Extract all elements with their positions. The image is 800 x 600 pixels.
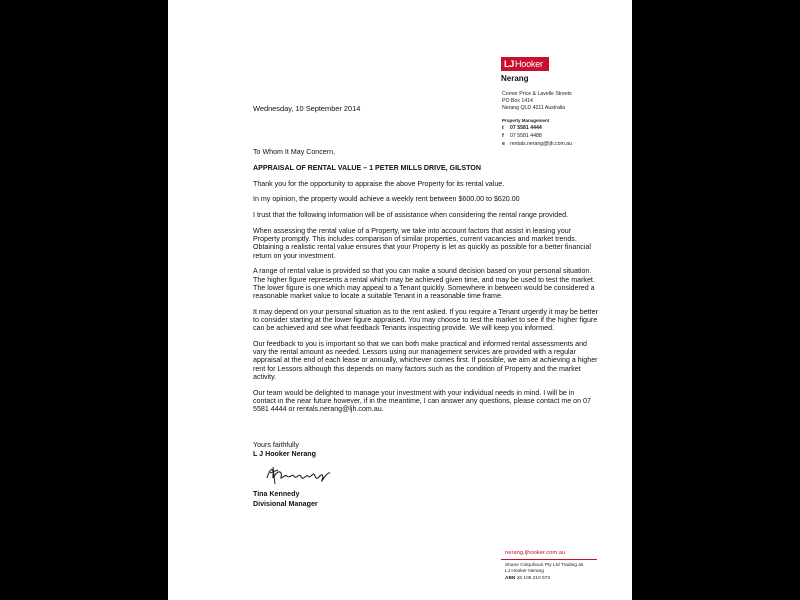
paragraph: A range of rental value is provided so that you can make a sound decision based on your personal situation. The higher figure represents a rental which may be achieved given time, and may be used to test the market. The lower figure is one which may appeal to a Tenant quickly. Somewhere in between would be considered a reasonable market value to locate a suitable Tenant in a reasonable time frame.: [253, 267, 595, 300]
paragraph: It may depend on your personal situation as to the rent asked. If you require a Tenant urgently it may be better to consider starting at the lower figure appraised. You may choose to test the market to see if the higher figure can be achieved and see what feedback Tenants inspecting provide. We will keep you informed.: [253, 307, 598, 333]
fax-value: 07 5581 4488: [510, 133, 542, 139]
footer-website[interactable]: nerang.ljhooker.com.au: [505, 550, 566, 556]
paragraph: Our feedback to you is important so that we can both make practical and informed rental assessments and vary the rental amount as needed. Lessors using our management services are provided with a regular appraisal at the end of each lease or annually, whichever comes first. If possible, we aim at achieving a higher rent for Lessors although this depends on many factors such as the condition of Property and the market activity.: [253, 340, 598, 381]
contact-fax: [502, 133, 542, 140]
footer-divider: [501, 559, 597, 560]
contact-email: [502, 141, 572, 148]
paragraph: When assessing the rental value of a Property, we take into account factors that assist in leasing your Property promptly. This includes comparison of similar properties, current vacancies and market trends. Obtaining a realistic rental value ensures that your Property is let as quickly as possible for a better financial return on your investment.: [253, 226, 591, 260]
email-key: e: [502, 141, 505, 147]
office-name: Nerang: [501, 74, 529, 83]
abn-label: ABN: [505, 575, 516, 581]
paragraph: In my opinion, the property would achieve a weekly rent between $600.00 to $620.00: [253, 195, 520, 204]
paragraph: Our team would be delighted to manage your investment with your individual needs in mind. I will be in contact in the near future however, if in the meantime, I can answer any questions, please contact me on 07 5581 4444 or rentals.nerang@ljh.com.au.: [253, 388, 591, 414]
paragraph: I trust that the following information will be of assistance when considering the rental range provided.: [253, 211, 569, 220]
closing: Yours faithfully: [253, 441, 299, 449]
letter-date: Wednesday, 10 September 2014: [253, 104, 361, 113]
letter-page: [168, 0, 632, 600]
fax-key: f: [502, 133, 504, 139]
email-value[interactable]: rentals.nerang@ljh.com.au: [510, 141, 573, 147]
company-name: L J Hooker Nerang: [253, 450, 316, 458]
signer-title: Divisional Manager: [253, 499, 318, 508]
footer-entity: [505, 563, 583, 582]
subject-line: APPRAISAL OF RENTAL VALUE – 1 PETER MILLS DRIVE, GILSTON: [253, 163, 481, 172]
office-address: [502, 91, 572, 111]
entity-line: LJ Hooker Nerang: [505, 569, 544, 575]
phone-key: t: [502, 125, 504, 131]
lj-hooker-logo: [501, 57, 549, 71]
contact-phone: [502, 125, 542, 132]
entity-line: Shane Colquhoun Pty Ltd Trading as: [505, 563, 584, 568]
logo-lj: LJ: [504, 59, 514, 69]
address-line: Corner Price & Lavelle Streets: [502, 91, 572, 97]
paragraph: Thank you for the opportunity to appraise the above Property for its rental value.: [253, 179, 505, 188]
phone-value: 07 5581 4444: [510, 125, 542, 131]
handwritten-signature: [264, 462, 344, 488]
letter-body: [253, 148, 598, 421]
salutation: To Whom It May Concern,: [253, 148, 335, 156]
logo-hooker: Hooker: [515, 59, 543, 69]
department-label: Property Management: [502, 118, 550, 123]
closing-block: [253, 441, 316, 459]
address-line: Nerang QLD 4211 Australia: [502, 104, 566, 111]
address-line: PO Box 1414: [502, 97, 533, 104]
signer-block: [253, 490, 318, 509]
signer-name: Tina Kennedy: [253, 490, 300, 498]
abn-value: 26 106 210 573: [516, 575, 551, 581]
